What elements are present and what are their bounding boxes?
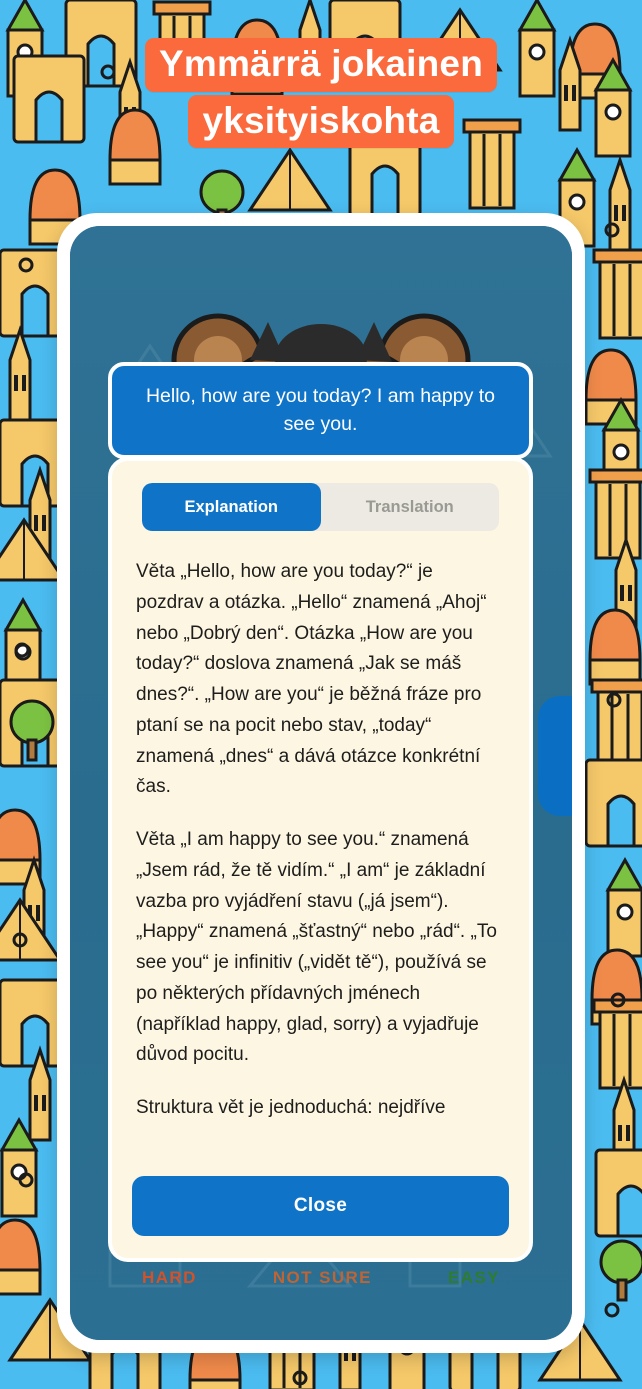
- rating-button-hard[interactable]: HARD: [142, 1268, 197, 1287]
- tab-translation[interactable]: Translation: [365, 497, 454, 516]
- sheet-tab-bar: [142, 483, 499, 531]
- phone-mockup: [57, 213, 585, 1353]
- explanation-sheet: [108, 457, 533, 1262]
- rating-button-easy[interactable]: EASY: [448, 1268, 500, 1287]
- explanation-paragraph-3: Struktura vět je jednoduchá: nejdříve: [136, 1097, 446, 1119]
- explanation-paragraph-1: Věta „Hello, how are you today?“ je pozdrav a otázka. „Hello“ znamená „Ahoj“ nebo „Dobrý den“. Otázka „How are you today?“ doslova znamená „Jak se máš dnes?“. „How are you“ je běžná fráze pro ptaní se na pocit nebo stav, „today“ znamená „dnes“ a dává otázce konkrétní čas.: [136, 561, 487, 798]
- sentence-text: Hello, how are you today? I am happy to see you.: [145, 385, 496, 435]
- close-button[interactable]: Close: [132, 1176, 509, 1236]
- rating-button-not-sure[interactable]: NOT SURE: [272, 1268, 372, 1287]
- explanation-paragraph-2: Věta „I am happy to see you.“ znamená „Jsem rád, že tě vidím.“ „I am“ je základní vazba pro vyjádření stavu („já jsem“). „Happy“ znamená „šťastný“ nebo „rád“. „To see you“ je infinitiv („vidět tě“), používá se po některých přídavných jménech (například happy, glad, sorry) a vyjadřuje důvod pocitu.: [136, 829, 497, 1066]
- tab-explanation[interactable]: Explanation: [142, 483, 321, 531]
- headline-line-2: yksityiskohta: [188, 95, 453, 149]
- rating-buttons-row: [70, 1268, 572, 1288]
- explanation-body: [132, 557, 509, 1168]
- sentence-card: [108, 362, 533, 459]
- headline-line-1: Ymmärrä jokainen: [145, 38, 497, 92]
- side-accent-bar: [538, 696, 572, 816]
- app-screen: [70, 226, 572, 1340]
